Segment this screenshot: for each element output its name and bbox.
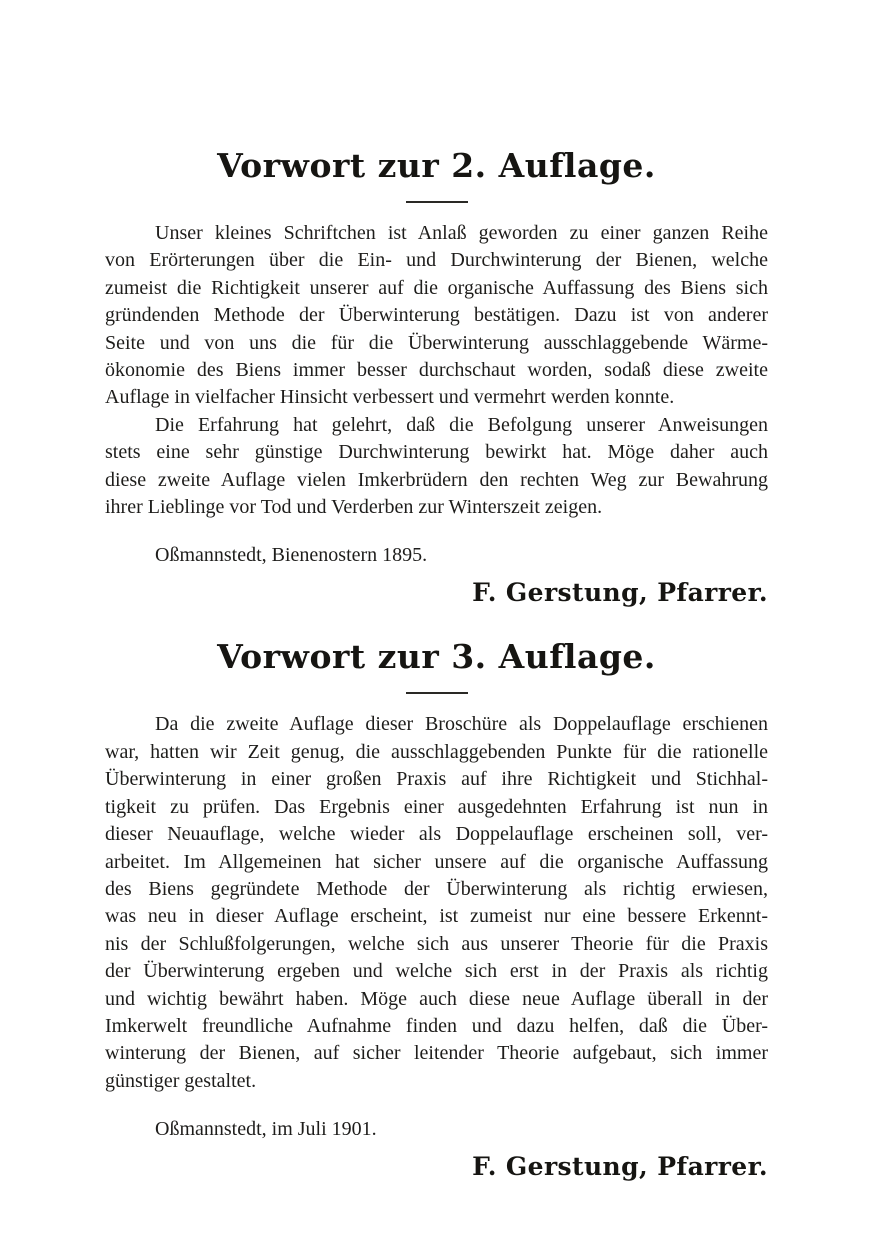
text-line: ihrer Lieblinge vor Tod und Verderben zur Winterszeit zeigen. xyxy=(105,496,603,519)
text-line: Da die zweite Auflage dieser Broschüre als Doppelauflage erschienen xyxy=(155,713,768,736)
text-line: winterung der Bienen, auf sicher leitender Theorie aufgebaut, sich immer xyxy=(105,1042,768,1065)
section-heading-second-edition: Vorwort zur 2. Auflage. xyxy=(217,146,656,185)
text-line: diese zweite Auflage vielen Imkerbrüdern den rechten Weg zur Bewahrung xyxy=(105,468,768,491)
text-line: Imkerwelt freundliche Aufnahme finden und dazu helfen, daß die Über- xyxy=(105,1014,768,1037)
text-line: Überwinterung in einer großen Praxis auf ihre Richtigkeit und Stichhal- xyxy=(105,768,768,791)
text-line: Seite und von uns die für die Überwinterung ausschlaggebende Wärme- xyxy=(105,331,768,354)
text-line: Auflage in vielfacher Hinsicht verbessert und vermehrt werden konnte. xyxy=(105,386,675,409)
paragraph xyxy=(105,220,768,412)
text-line: der Überwinterung ergeben und welche sich erst in der Praxis als richtig xyxy=(105,960,768,983)
preface-second-edition xyxy=(105,146,768,609)
text-line: was neu in dieser Auflage erscheint, ist zumeist nur eine bessere Erkennt- xyxy=(105,905,768,928)
text-line: zumeist die Richtigkeit unserer auf die organische Auffassung des Biens sich xyxy=(105,276,768,299)
dateline: Oßmannstedt, im Juli 1901. xyxy=(155,1118,377,1141)
text-line: nis der Schlußfolgerungen, welche sich aus unserer Theorie für die Praxis xyxy=(105,932,768,955)
author-signature: F. Gerstung, Pfarrer. xyxy=(472,1152,768,1182)
text-line: stets eine sehr günstige Durchwinterung bewirkt hat. Möge daher auch xyxy=(105,441,768,464)
dateline: Oßmannstedt, Bienenostern 1895. xyxy=(155,544,428,567)
author-signature: F. Gerstung, Pfarrer. xyxy=(472,578,768,608)
text-line: günstiger gestaltet. xyxy=(105,1069,257,1092)
paragraph xyxy=(105,412,768,522)
text-line: war, hatten wir Zeit genug, die ausschlaggebenden Punkte für die rationelle xyxy=(105,740,768,763)
text-line: von Erörterungen über die Ein- und Durchwinterung der Bienen, welche xyxy=(105,249,768,272)
section-heading-third-edition: Vorwort zur 3. Auflage. xyxy=(217,637,656,677)
heading-divider xyxy=(406,692,468,694)
text-line: arbeitet. Im Allgemeinen hat sicher unsere auf die organische Auffassung xyxy=(105,850,768,873)
text-line: Die Erfahrung hat gelehrt, daß die Befolgung unserer Anweisungen xyxy=(155,413,768,436)
text-line: dieser Neuauflage, welche wieder als Doppelauflage erscheinen soll, ver- xyxy=(105,823,768,846)
text-block xyxy=(105,0,768,1183)
paragraph xyxy=(105,711,768,1095)
text-line: und wichtig bewährt haben. Möge auch diese neue Auflage überall in der xyxy=(105,987,768,1010)
text-line: gründenden Methode der Überwinterung bestätigen. Dazu ist von anderer xyxy=(105,304,768,327)
text-line: Unser kleines Schriftchen ist Anlaß geworden zu einer ganzen Reihe xyxy=(155,222,768,244)
text-line: ökonomie des Biens immer besser durchschaut worden, sodaß diese zweite xyxy=(105,359,768,382)
preface-third-edition xyxy=(105,637,768,1183)
heading-divider xyxy=(406,201,468,203)
text-line: tigkeit zu prüfen. Das Ergebnis einer ausgedehnten Erfahrung ist nun in xyxy=(105,795,768,818)
text-line: des Biens gegründete Methode der Überwinterung als richtig erwiesen, xyxy=(105,877,768,900)
